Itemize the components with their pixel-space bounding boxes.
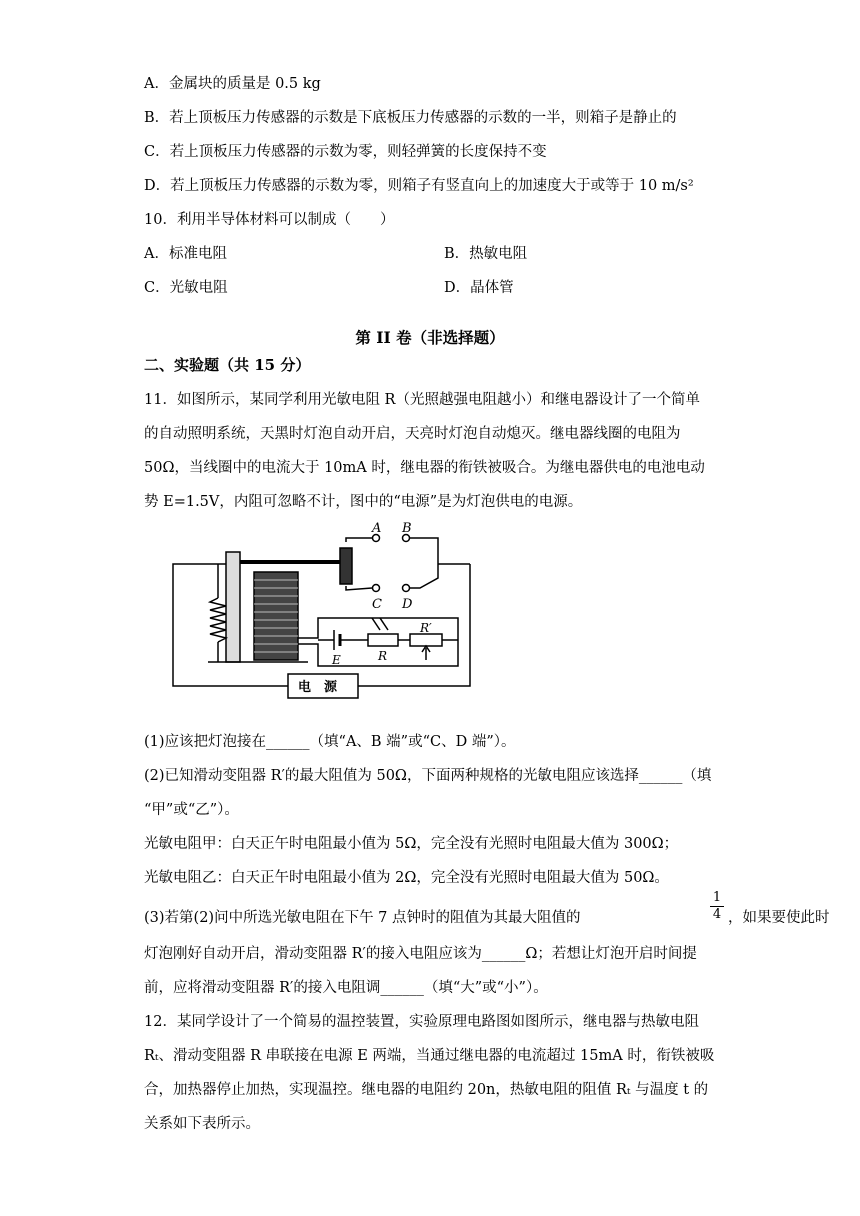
q11-sub3-line-1a: (3)若第(2)问中所选光敏电阻在下午 7 点钟时的阻值为其最大阻值的 bbox=[144, 910, 581, 926]
q11-sub1: (1)应该把灯泡接在______（填“A、B 端”或“C、D 端”）。 bbox=[144, 734, 516, 750]
q10-option-a: A．标准电阻 bbox=[144, 246, 227, 262]
fraction-numerator: 1 bbox=[712, 890, 722, 905]
power-supply-label: 电 源 bbox=[298, 680, 338, 695]
q11-stem-line-3: 50Ω，当线圈中的电流大于 10mA 时，继电器的衔铁被吸合。为继电器供电的电池电动 bbox=[144, 460, 705, 476]
section-title: 二、实验题（共 15 分） bbox=[144, 356, 311, 374]
part-title: 第 II 卷（非选择题） bbox=[355, 328, 505, 347]
q12-stem-line-2: Rₜ、滑动变阻器 R 串联接在电源 E 两端，当通过继电器的电流超过 15mA 时，衔铁被吸 bbox=[144, 1048, 715, 1064]
q11-sub3-line-3: 前，应将滑动变阻器 R′的接入电阻调______（填“大”或“小”）。 bbox=[144, 980, 548, 996]
q11-resistor-jia: 光敏电阻甲：白天正午时电阻最小值为 5Ω，完全没有光照时电阻最大值为 300Ω； bbox=[144, 836, 679, 852]
q12-stem-line-4: 关系如下表所示。 bbox=[144, 1116, 260, 1132]
contact-a-label: A bbox=[372, 521, 382, 536]
contact-b-label: B bbox=[402, 521, 412, 536]
q9-option-c: C．若上顶板压力传感器的示数为零，则轻弹簧的长度保持不变 bbox=[144, 144, 547, 160]
q12-stem-line-3: 合，加热器停止加热，实现温控。继电器的电阻约 20n，热敏电阻的阻值 Rₜ 与温度 t 的 bbox=[144, 1082, 709, 1098]
q10-option-d: D．晶体管 bbox=[444, 280, 514, 296]
q10-option-c: C．光敏电阻 bbox=[144, 280, 228, 296]
one-quarter-fraction bbox=[710, 890, 724, 923]
q11-sub2-line-2: “甲”或“乙”）。 bbox=[144, 802, 239, 818]
q9-option-d: D．若上顶板压力传感器的示数为零，则箱子有竖直向上的加速度大于或等于 10 m/s² bbox=[144, 178, 694, 194]
relay-circuit-figure bbox=[168, 518, 478, 714]
fraction-denominator: 4 bbox=[710, 906, 724, 923]
q9-option-a: A．金属块的质量是 0.5 kg bbox=[144, 76, 321, 92]
q11-sub2-line-1: (2)已知滑动变阻器 R′的最大阻值为 50Ω，下面两种规格的光敏电阻应该选择______（填 bbox=[144, 768, 712, 784]
q11-stem-line-2: 的自动照明系统，天黑时灯泡自动开启，天亮时灯泡自动熄灭。继电器线圈的电阻为 bbox=[144, 426, 681, 442]
contact-d-label: D bbox=[402, 597, 413, 612]
rheostat-label: R′ bbox=[420, 621, 432, 635]
q9-option-b: B．若上顶板压力传感器的示数是下底板压力传感器的示数的一半，则箱子是静止的 bbox=[144, 110, 677, 126]
q11-sub3-line-2: 灯泡刚好自动开启，滑动变阻器 R′的接入电阻应该为______Ω；若想让灯泡开启时间提 bbox=[144, 946, 697, 962]
q10-stem: 10．利用半导体材料可以制成（ ） bbox=[144, 212, 395, 228]
q12-stem-line-1: 12．某同学设计了一个简易的温控装置，实验原理电路图如图所示，继电器与热敏电阻 bbox=[144, 1014, 699, 1030]
battery-e-label: E bbox=[332, 653, 341, 667]
q11-stem-line-4: 势 E=1.5V，内阻可忽略不计，图中的“电源”是为灯泡供电的电源。 bbox=[144, 494, 583, 510]
q10-option-b: B．热敏电阻 bbox=[444, 246, 528, 262]
q11-sub3-line-1b: ，如果要使此时 bbox=[728, 910, 830, 926]
q11-stem-line-1: 11．如图所示，某同学利用光敏电阻 R（光照越强电阻越小）和继电器设计了一个简单 bbox=[144, 392, 700, 408]
q11-resistor-yi: 光敏电阻乙：白天正午时电阻最小值为 2Ω，完全没有光照时电阻最大值为 50Ω。 bbox=[144, 870, 669, 886]
contact-c-label: C bbox=[372, 597, 382, 612]
photoresistor-r-label: R bbox=[378, 649, 388, 663]
